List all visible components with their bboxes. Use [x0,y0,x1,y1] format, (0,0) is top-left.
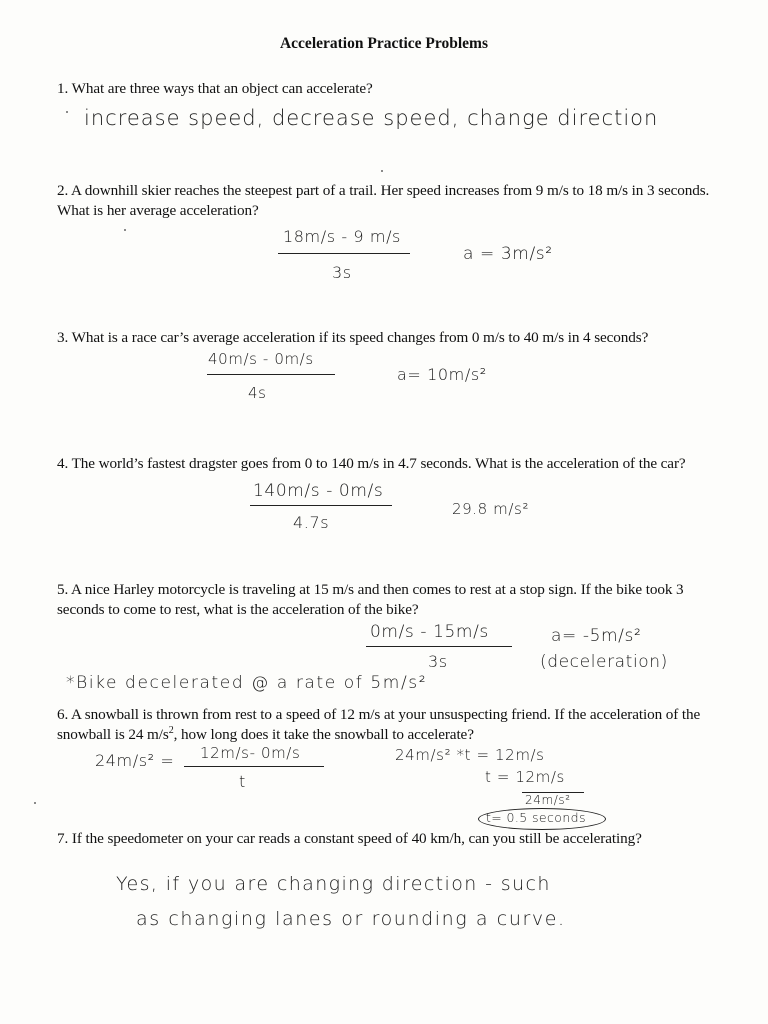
fraction-5-denominator: 3s [428,652,448,671]
question-6 [57,705,727,745]
question-6-text [57,705,727,745]
question-1-text: 1. What are three ways that an object can accelerate? [57,80,373,97]
fraction-4-numerator: 140m/s - 0m/s [253,481,384,501]
fraction-5-bar [366,646,512,647]
fraction-5-numerator: 0m/s - 15m/s [370,622,489,642]
answer-2: a = 3m/s² [463,244,553,264]
answer-7-line-1: Yes, if you are changing direction - such [116,873,551,895]
answer-3: a= 10m/s² [397,365,487,384]
fraction-2-denominator: 3s [332,263,352,282]
scan-speck [66,111,68,113]
question-5 [57,580,727,620]
step-6-2: t = 12m/s [485,768,565,786]
answer-6: t= 0.5 seconds [486,810,586,825]
question-3 [57,328,737,348]
fraction-6-denominator: t [239,772,246,791]
fraction-3-denominator: 4s [248,384,267,402]
answer-1: increase speed, decrease speed, change direction [84,106,659,130]
equation-6-left: 24m/s² = [95,751,175,770]
scan-speck [34,802,36,804]
fraction-6-numerator: 12m/s- 0m/s [200,744,301,762]
fraction-3-bar [207,374,335,375]
fraction-4-bar [250,505,392,506]
fraction-2-numerator: 18m/s - 9 m/s [283,227,401,246]
question-4 [57,454,727,474]
answer-5: a= -5m/s² [551,626,642,646]
scan-speck [124,229,126,231]
question-6-text-a: 6. A snowball is thrown from rest to a speed of 12 m/s at your unsuspecting friend. If the acceleration of the snowball is 24 m/s [57,706,701,743]
question-7-text: 7. If the speedometer on your car reads a constant speed of 40 km/h, can you still be accelerating? [57,830,642,847]
answer-7-line-2: as changing lanes or rounding a curve. [136,908,566,930]
step-6-1: 24m/s² *t = 12m/s [395,746,545,764]
answer-4: 29.8 m/s² [452,500,530,518]
question-1 [57,79,717,99]
fraction-4-denominator: 4.7s [293,513,330,532]
worksheet-title: Acceleration Practice Problems [279,35,488,52]
question-6-text-b: , how long does it take the snowball to accelerate? [173,726,474,743]
question-5-text: 5. A nice Harley motorcycle is traveling at 15 m/s and then comes to rest at a stop sign. If the bike took 3 seconds to come to rest, what is the acceleration of the bike? [57,581,684,618]
note-5: *Bike decelerated @ a rate of 5m/s² [66,673,428,693]
fraction-3-numerator: 40m/s - 0m/s [208,350,314,368]
fraction-2-bar [278,253,410,254]
question-4-text: 4. The world’s fastest dragster goes from 0 to 140 m/s in 4.7 seconds. What is the acceleration of the car? [57,455,686,472]
question-2 [57,181,727,221]
question-3-text: 3. What is a race car’s average acceleration if its speed changes from 0 m/s to 40 m/s in 4 seconds? [57,329,649,346]
question-7 [57,829,737,849]
question-2-text: 2. A downhill skier reaches the steepest part of a trail. Her speed increases from 9 m/s to 18 m/s in 3 seconds. What is her average acceleration? [57,182,710,219]
question-6-exponent: 2 [168,724,174,736]
fraction-6-bar [184,766,324,767]
step-6-3: 24m/s² [525,793,571,807]
answer-5-note: (deceleration) [540,652,668,672]
scan-speck [381,170,383,172]
